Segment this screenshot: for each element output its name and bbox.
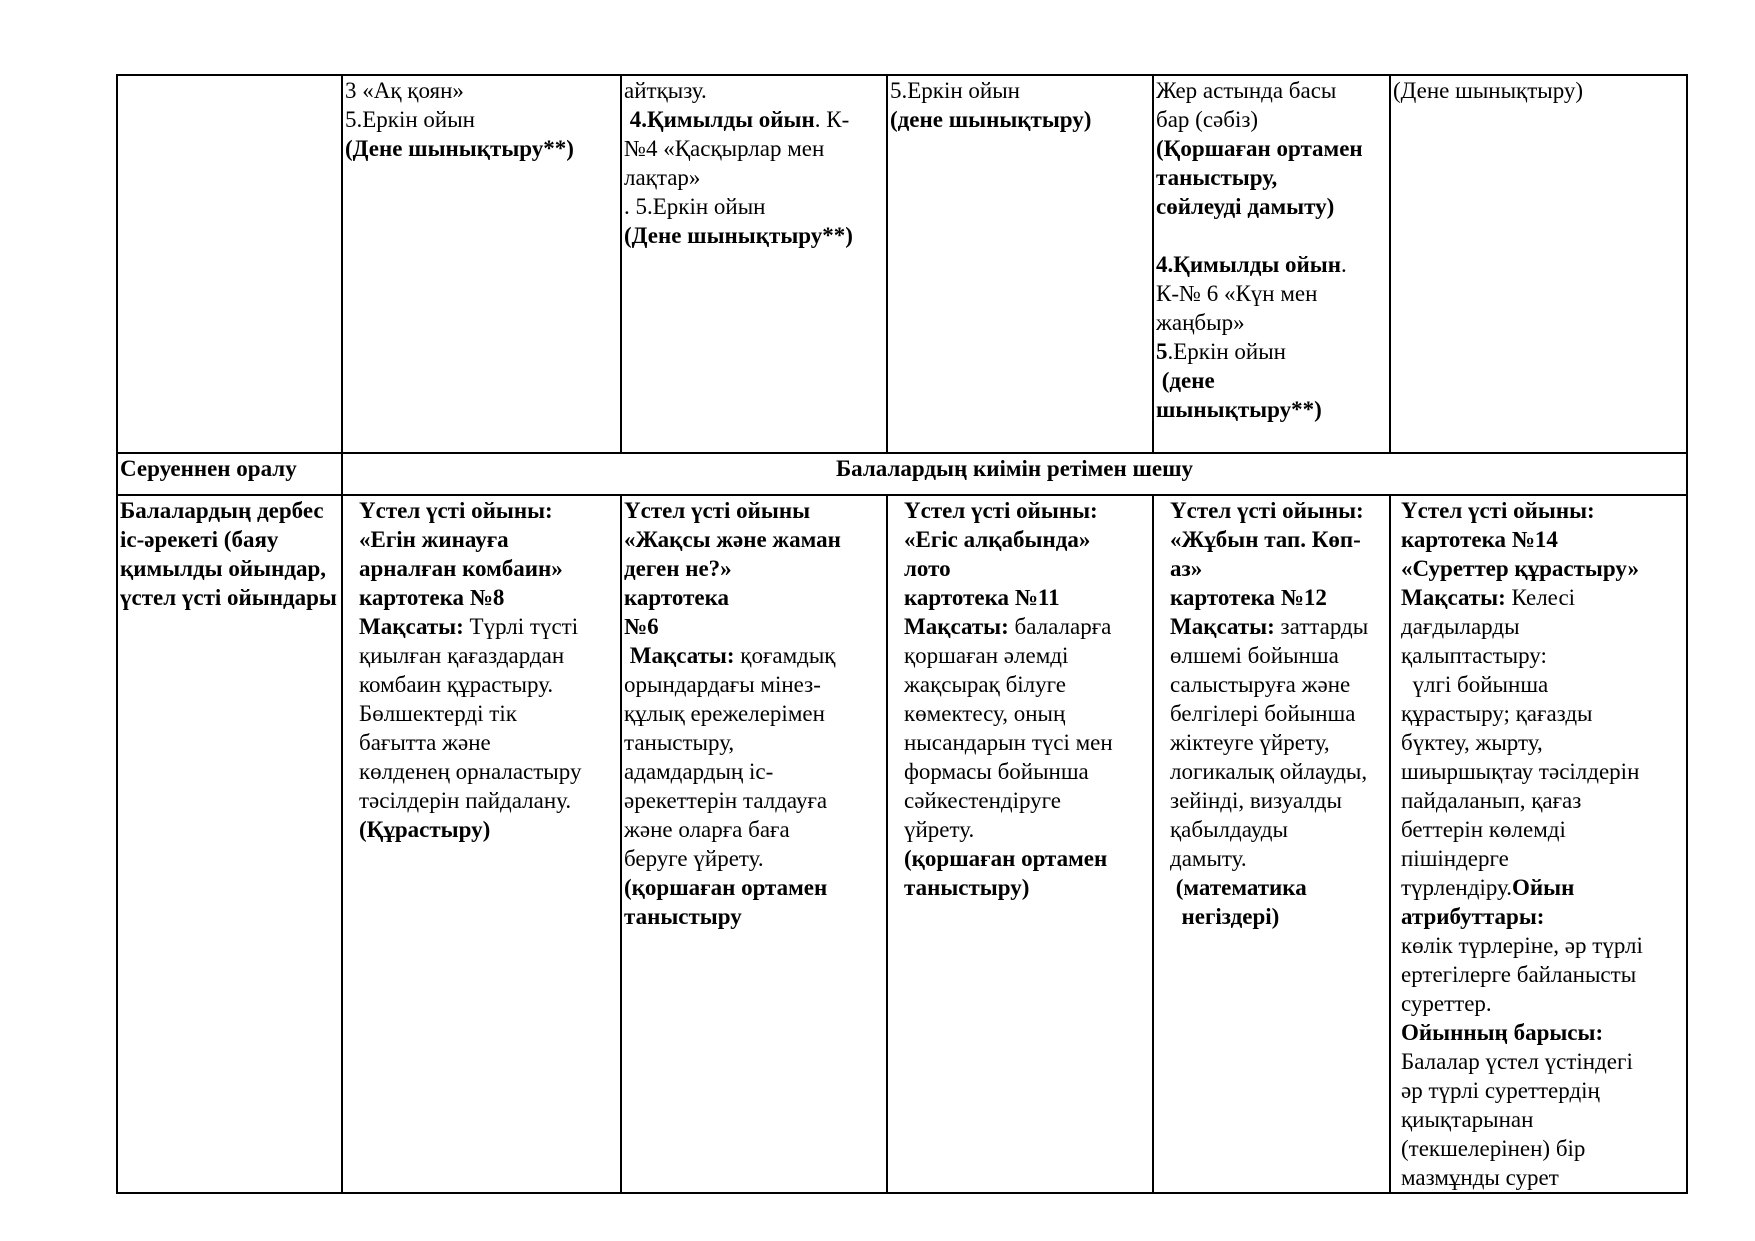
text-fragment: Түрлі түсті	[463, 614, 579, 639]
text-line: сөйлеуді дамыту)	[1156, 194, 1335, 219]
text-line: (дене	[1156, 368, 1215, 393]
text-line: (Қоршаған ортамен	[1156, 136, 1363, 161]
table-row	[117, 75, 1687, 453]
row1-col4-cell	[1153, 75, 1390, 453]
text-line: өлшемі бойынша	[1170, 643, 1339, 668]
text-line: бағытта және	[359, 730, 491, 755]
text-line: жақсырақ білуге	[904, 672, 1066, 697]
text-line: Үстел үсті ойыны:	[359, 498, 553, 523]
text-line: Жер астында басы	[1156, 78, 1337, 103]
text-line: айтқызу.	[624, 78, 707, 103]
text-line: зейінді, визуалды	[1170, 788, 1342, 813]
empty-label-cell	[117, 75, 342, 453]
text-fragment: Мақсаты:	[1170, 614, 1275, 639]
text-line: шиыршықтау тәсілдерін	[1401, 759, 1640, 784]
text-line: картотека №8	[359, 585, 505, 610]
text-line: №4 «Қасқырлар мен	[624, 136, 825, 161]
text-fragment: 4.Қимылды ойын	[629, 107, 815, 132]
row1-col2-cell	[621, 75, 887, 453]
row3-col4-cell	[1153, 495, 1390, 1193]
text-line: адамдардың іс-	[624, 759, 774, 784]
text-line: аз»	[1170, 556, 1203, 581]
text-fragment: .	[1341, 252, 1347, 277]
text-line: №6	[624, 614, 659, 639]
text-line: құлық ережелерімен	[624, 701, 825, 726]
text-line	[1170, 612, 1387, 641]
text-line: «Жақсы және жаман	[624, 527, 841, 552]
text-line	[1401, 583, 1684, 612]
text-line: деген не?»	[624, 556, 732, 581]
text-fragment: Мақсаты:	[1401, 585, 1506, 610]
text-line: орындардағы мінез-	[624, 672, 821, 697]
text-line: арналған комбаин»	[359, 556, 563, 581]
text-line	[1156, 337, 1387, 366]
text-fragment: түрлендіру.	[1401, 875, 1512, 900]
text-line: Үстел үсті ойыны:	[904, 498, 1098, 523]
text-fragment: Келесі	[1505, 585, 1576, 610]
text-line: дағдыларды	[1401, 614, 1520, 639]
text-line: белгілері бойынша	[1170, 701, 1356, 726]
text-line: 3 «Ақ қоян»	[345, 78, 464, 103]
text-line: шынықтыру**)	[1156, 397, 1322, 422]
text-line: әр түрлі суреттердің	[1401, 1078, 1600, 1103]
text-line: картотека №12	[1170, 585, 1327, 610]
text-fragment: .Еркін ойын	[1167, 339, 1286, 364]
text-line: қиылған қағаздардан	[359, 643, 565, 668]
text-line: жіктеуге үйрету,	[1170, 730, 1330, 755]
row3-col2-cell	[621, 495, 887, 1193]
text-line: пайдаланып, қағаз	[1401, 788, 1582, 813]
text-line: мазмұнды сурет	[1401, 1165, 1559, 1190]
plan-table	[116, 74, 1688, 1194]
text-fragment: Ойын	[1511, 875, 1575, 900]
text-line: жаңбыр»	[1156, 310, 1245, 335]
text-line: таныстыру	[624, 904, 742, 929]
text-line: «Жұбын тап. Көп-	[1170, 527, 1361, 552]
text-line: Үстел үсті ойыны:	[1170, 498, 1364, 523]
text-line: лото	[904, 556, 951, 581]
text-line: көмектесу, оның	[904, 701, 1066, 726]
text-line	[624, 105, 884, 134]
text-line: қимылды ойындар,	[120, 556, 327, 581]
text-line: К-№ 6 «Күн мен	[1156, 281, 1318, 306]
text-line: және оларға баға	[624, 817, 790, 842]
text-line: логикалық ойлауды,	[1170, 759, 1368, 784]
text-line: беруге үйрету.	[624, 846, 764, 871]
text-line: Балалардың дербес	[120, 498, 324, 523]
text-line	[359, 612, 618, 641]
row-label: Серуеннен оралу	[117, 453, 342, 495]
text-line: 5.Еркін ойын	[890, 78, 1020, 103]
text-line: көлденең орналастыру	[359, 759, 582, 784]
text-line: «Суреттер құрастыру»	[1401, 556, 1639, 581]
text-line: нысандарын түсі мен	[904, 730, 1113, 755]
text-line: үстел үсті ойындары	[120, 585, 337, 610]
text-fragment: . К-	[814, 107, 850, 132]
text-line: «Егіс алқабында»	[904, 527, 1091, 552]
text-line: формасы бойынша	[904, 759, 1089, 784]
text-fragment: Мақсаты:	[359, 614, 464, 639]
text-line: картотека №11	[904, 585, 1060, 610]
text-line: (Дене шынықтыру)	[1393, 78, 1584, 103]
text-fragment: заттарды	[1274, 614, 1369, 639]
text-line: «Егін жинауға	[359, 527, 509, 552]
text-fragment: балаларға	[1008, 614, 1112, 639]
row1-col1-cell	[342, 75, 621, 453]
row3-col5-cell	[1390, 495, 1687, 1193]
text-line: картотека	[624, 585, 729, 610]
text-line: (қоршаған ортамен	[624, 875, 828, 900]
text-line: . 5.Еркін ойын	[624, 194, 766, 219]
text-line: үйрету.	[904, 817, 975, 842]
text-line: бүктеу, жырту,	[1401, 730, 1543, 755]
row3-col1-cell	[342, 495, 621, 1193]
text-line: дамыту.	[1170, 846, 1247, 871]
text-line	[904, 612, 1150, 641]
text-line: пішіндерге	[1401, 846, 1509, 871]
text-line: таныстыру,	[1156, 165, 1278, 190]
text-line: атрибуттары:	[1401, 904, 1545, 929]
text-line: (Дене шынықтыру**)	[624, 223, 853, 248]
text-fragment: Мақсаты:	[624, 643, 735, 668]
text-line: салыстыруға және	[1170, 672, 1351, 697]
row1-col5-cell	[1390, 75, 1687, 453]
text-line	[1401, 873, 1684, 902]
row3-col3-cell	[887, 495, 1153, 1193]
text-line: (текшелерінен) бір	[1401, 1136, 1586, 1161]
text-line: суреттер.	[1401, 991, 1492, 1016]
text-line: қиықтарынан	[1401, 1107, 1534, 1132]
table-row	[117, 453, 1687, 495]
text-line	[624, 641, 884, 670]
text-line: Үстел үсті ойыны	[624, 498, 811, 523]
text-fragment: Мақсаты:	[904, 614, 1009, 639]
text-line: (Құрастыру)	[359, 817, 491, 842]
text-line: (дене шынықтыру)	[890, 107, 1092, 132]
text-line: (қоршаған ортамен	[904, 846, 1108, 871]
text-line: әрекеттерін талдауға	[624, 788, 828, 813]
text-line: картотека №14	[1401, 527, 1558, 552]
text-line: көлік түрлеріне, әр түрлі	[1401, 933, 1643, 958]
text-line: Үстел үсті ойыны:	[1401, 498, 1595, 523]
text-line: (математика	[1170, 875, 1307, 900]
text-line: бар (сәбіз)	[1156, 107, 1259, 132]
text-line: тәсілдерін пайдалану.	[359, 788, 572, 813]
text-line	[1156, 250, 1387, 279]
text-line: лақтар»	[624, 165, 701, 190]
table-row	[117, 495, 1687, 1193]
blank-line	[1156, 221, 1387, 250]
text-fragment: 5	[1156, 339, 1168, 364]
text-line: Бөлшектерді тік	[359, 701, 517, 726]
text-line: құрастыру; қағазды	[1401, 701, 1593, 726]
text-line: сәйкестендіруге	[904, 788, 1062, 813]
text-line: ертегілерге байланысты	[1401, 962, 1637, 987]
text-line: қабылдауды	[1170, 817, 1288, 842]
text-line: таныстыру,	[624, 730, 735, 755]
text-line: Балалар үстел үстіндегі	[1401, 1049, 1633, 1074]
text-line: іс-әрекеті (баяу	[120, 527, 279, 552]
text-line: беттерін көлемді	[1401, 817, 1566, 842]
text-line: 5.Еркін ойын	[345, 107, 475, 132]
text-line: қалыптастыру:	[1401, 643, 1547, 668]
text-fragment: 4.Қимылды ойын	[1156, 252, 1342, 277]
text-line: қоршаған әлемді	[904, 643, 1069, 668]
text-line: Ойынның барысы:	[1401, 1020, 1604, 1045]
text-line: (Дене шынықтыру**)	[345, 136, 574, 161]
row1-col3-cell	[887, 75, 1153, 453]
text-fragment: қоғамдық	[734, 643, 836, 668]
text-line: комбаин құрастыру.	[359, 672, 554, 697]
row-label	[117, 495, 342, 1193]
text-line: негіздері)	[1170, 904, 1280, 929]
text-line: таныстыру)	[904, 875, 1030, 900]
text-line: үлгі бойынша	[1401, 672, 1549, 697]
merged-content-cell: Балалардың киімін ретімен шешу	[342, 453, 1687, 495]
